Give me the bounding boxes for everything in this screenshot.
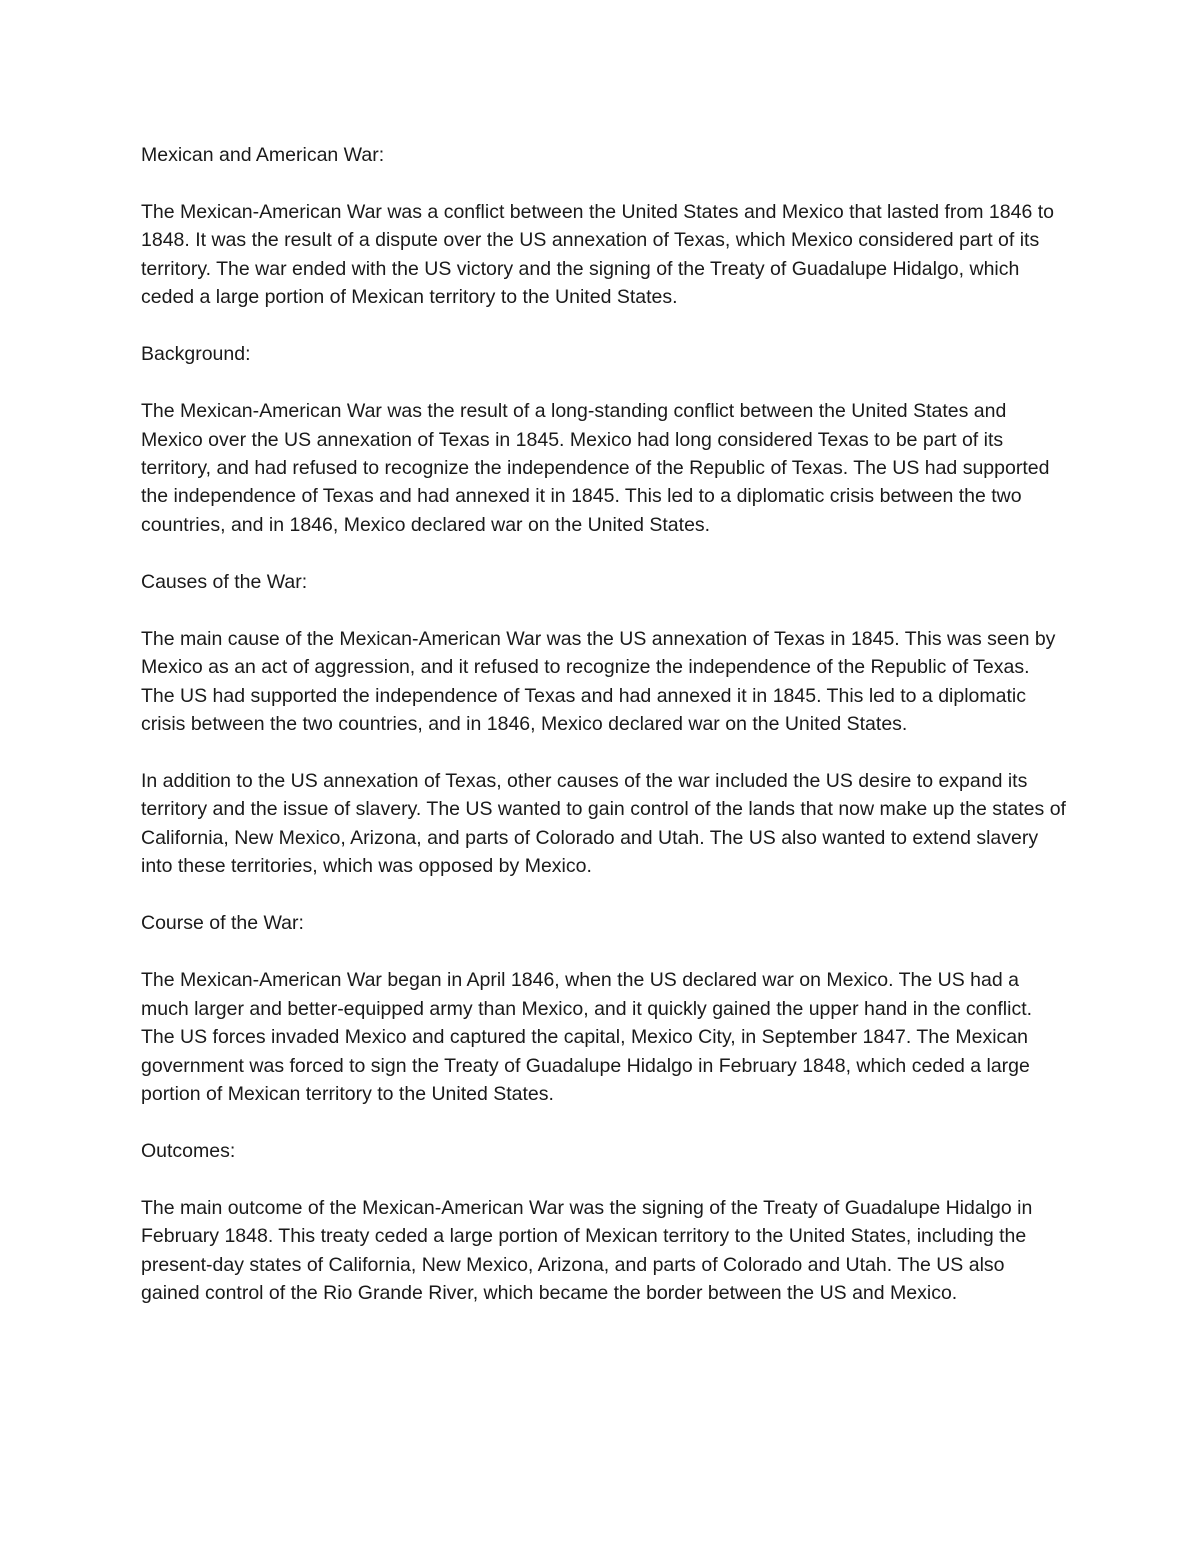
document-title: Mexican and American War: <box>141 144 385 166</box>
document-body <box>141 141 1066 1336</box>
causes-paragraph-2: In addition to the US annexation of Texas, other causes of the war included the US desire to expand its territory and the issue of slavery. The US wanted to gain control of the lands that now make up the states of California, New Mexico, Arizona, and parts of Colorado and Utah. The US also wanted to extend slavery into these territories, which was opposed by Mexico. <box>141 770 1066 878</box>
section-heading-outcomes: Outcomes: <box>141 1139 236 1162</box>
intro-paragraph: The Mexican-American War was a conflict between the United States and Mexico that lasted from 1846 to 1848. It was the result of a dispute over the US annexation of Texas, which Mexico considered part of its territory. The war ended with the US victory and the signing of the Treaty of Guadalupe Hidalgo, which ceded a large portion of Mexican territory to the United States. <box>141 201 1054 309</box>
section-heading-course: Course of the War: <box>141 912 304 935</box>
causes-paragraph-1: The main cause of the Mexican-American War was the US annexation of Texas in 1845. This was seen by Mexico as an act of aggression, and it refused to recognize the independence of the Republic of Texas. The US had supported the independence of Texas and had annexed it in 1845. This led to a diplomatic crisis between the two countries, and in 1846, Mexico declared war on the United States. <box>141 627 1056 736</box>
background-paragraph: The Mexican-American War was the result of a long-standing conflict between the United States and Mexico over the US annexation of Texas in 1845. Mexico had long considered Texas to be part of its territory, and had refused to recognize the independence of the Republic of Texas. The US had supported the independence of Texas and had annexed it in 1845. This led to a diplomatic crisis between the two countries, and in 1846, Mexico declared war on the United States. <box>141 400 1050 536</box>
outcomes-paragraph: The main outcome of the Mexican-American War was the signing of the Treaty of Guadalupe Hidalgo in February 1848. This treaty ceded a large portion of Mexican territory to the United States, including the present-day states of California, New Mexico, Arizona, and parts of Colorado and Utah. The US also gained control of the Rio Grande River, which became the border between the US and Mexico. <box>141 1196 1033 1305</box>
section-heading-background: Background: <box>141 343 251 366</box>
course-paragraph: The Mexican-American War began in April 1846, when the US declared war on Mexico. The US had a much larger and better-equipped army than Mexico, and it quickly gained the upper hand in the conflict. The US forces invaded Mexico and captured the capital, Mexico City, in September 1847. The Mexican government was forced to sign the Treaty of Guadalupe Hidalgo in February 1848, which ceded a large portion of Mexican territory to the United States. <box>141 969 1033 1105</box>
section-heading-causes: Causes of the War: <box>141 570 308 593</box>
